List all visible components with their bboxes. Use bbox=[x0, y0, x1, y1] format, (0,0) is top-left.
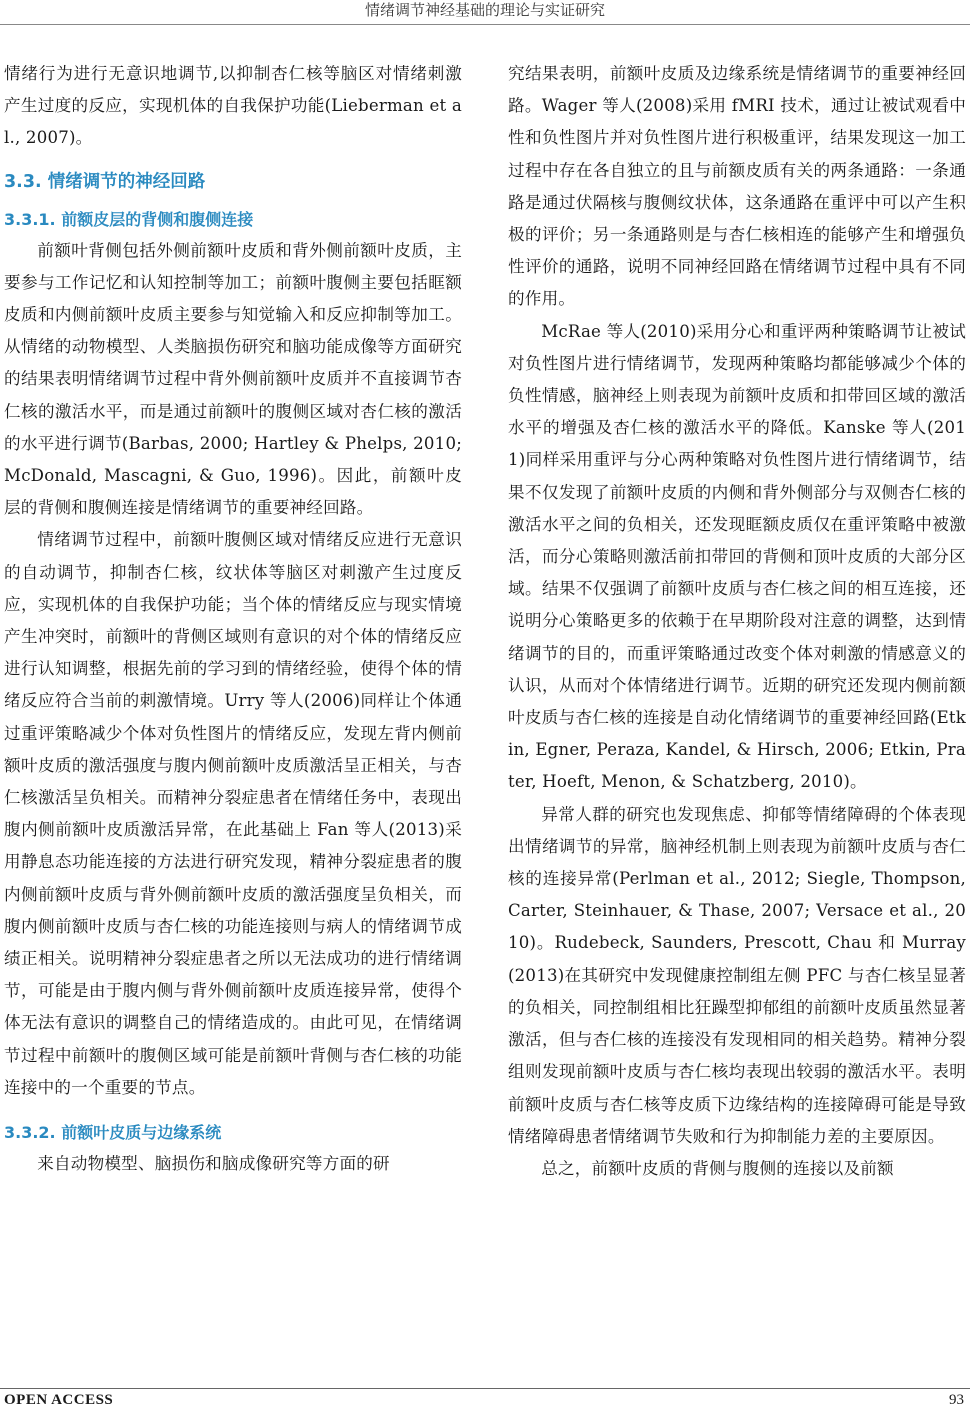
section-heading-3-3-1: 3.3.1. 前额皮层的背侧和腹侧连接 bbox=[4, 209, 254, 229]
paragraph-2: 情绪调节过程中，前额叶腹侧区域对情绪反应进行无意识的自动调节，抑制杏仁核，纹状体等脑区对刺激产生过度反应，实现机体的自我保护功能；当个体的情绪反应与现实情境产生冲突时，前额叶的背侧区域则有意识的对个体的情绪反应进行认知调整，根据先前的学习到的情绪经验，使得个体的情绪反应符合当前的刺激情境。Urry 等人(2006)同样让个体通过重评策略减少个体对负性图片的情绪反应，发现左背内侧前额叶皮质的激活强度与腹内侧前额叶皮质激活呈正相关，与杏仁核激活呈负相关。而精神分裂症患者在情绪任务中，表现出腹内侧前额叶皮质激活异常，在此基础上 Fan 等人(2013)采用静息态功能连接的方法进行研究发现，精神分裂症患者的腹内侧前额叶皮质与背外侧前额叶皮质的激活强度呈负相关，而腹内侧前额叶皮质与杏仁核的功能连接则与病人的情绪调节成绩正相关。说明精神分裂症患者之所以无法成功的进行情绪调节，可能是由于腹内侧与背外侧前额叶皮质连接异常，使得个体无法有意识的调整自己的情绪造成的。由此可见，在情绪调节过程中前额叶的腹侧区域可能是前额叶背侧与杏仁核的功能连接中的一个重要的节点。 bbox=[4, 530, 462, 1097]
footer-divider bbox=[0, 1388, 970, 1389]
paragraph-6: 异常人群的研究也发现焦虑、抑郁等情绪障碍的个体表现出情绪调节的异常，脑神经机制上则表现为前额叶皮质与杏仁核的连接异常(Perlman et al., 2012; Siegle, Thompson, Carter, Steinhauer, & Thase, 2007; Versace et al., 2010)。Rudebeck, Saunders, Prescott, Chau 和 Murray (2013)在其研究中发现健康控制组左侧 PFC 与杏仁核呈显著的负相关，同控制组相比狂躁型抑郁组的前额叶皮质虽然显著激活，但与杏仁核的连接没有发现相同的相关趋势。精神分裂组则发现前额叶皮质与杏仁核均表现出较弱的激活水平。表明前额叶皮质与杏仁核等皮质下边缘结构的连接障碍可能是导致情绪障碍患者情绪调节失败和行为抑制能力差的主要原因。 bbox=[508, 804, 966, 1146]
section-heading-3-3-2: 3.3.2. 前额叶皮质与边缘系统 bbox=[4, 1123, 222, 1143]
running-title: 情绪调节神经基础的理论与实证研究 bbox=[364, 1, 605, 19]
right-column bbox=[508, 58, 966, 1185]
paragraph-intro: 情绪行为进行无意识地调节,以抑制杏仁核等脑区对情绪刺激产生过度的反应，实现机体的自我保护功能(Lieberman et al., 2007)。 bbox=[4, 64, 462, 148]
section-heading-3-3: 3.3. 情绪调节的神经回路 bbox=[4, 171, 206, 192]
paragraph-3: 来自动物模型、脑损伤和脑成像研究等方面的研 bbox=[37, 1154, 390, 1174]
left-column bbox=[4, 58, 462, 1180]
paragraph-5: McRae 等人(2010)采用分心和重评两种策略调节让被试对负性图片进行情绪调节，发现两种策略均都能够减少个体的负性情感，脑神经上则表现为前额叶皮质和扣带回区域的激活水平的增强及杏仁核的激活水平的降低。Kanske 等人(2011)同样采用重评与分心两种策略对负性图片进行情绪调节，结果不仅发现了前额叶皮质的内侧和背外侧部分与双侧杏仁核的激活水平之间的负相关，还发现眶额皮质仅在重评策略中被激活，而分心策略则激活前扣带回的背侧和顶叶皮质的大部分区域。结果不仅强调了前额叶皮质与杏仁核之间的相互连接，还说明分心策略更多的依赖于在早期阶段对注意的调整，达到情绪调节的目的，而重评策略通过改变个体对刺激的情感意义的认识，从而对个体情绪进行调节。近期的研究还发现内侧前额叶皮质与杏仁核的连接是自动化情绪调节的重要神经回路(Etkin, Egner, Peraza, Kandel, & Hirsch, 2006; Etkin, Prater, Hoeft, Menon, & Schatzberg, 2010)。 bbox=[508, 321, 966, 792]
header-divider bbox=[0, 24, 970, 25]
page-number: 93 bbox=[949, 1392, 964, 1408]
open-access-label: OPEN ACCESS bbox=[4, 1392, 114, 1408]
paragraph-4: 究结果表明，前额叶皮质及边缘系统是情绪调节的重要神经回路。Wager 等人(2008)采用 fMRI 技术，通过让被试观看中性和负性图片并对负性图片进行积极重评，结果发现这一加工过程中存在各自独立的且与前额皮质有关的两条通路：一条通路是通过伏隔核与腹侧纹状体，这条通路在重评中可以产生积极的评价；另一条通路则是与杏仁核相连的能够产生和增强负性评价的通路，说明不同神经回路在情绪调节过程中具有不同的作用。 bbox=[508, 64, 966, 309]
paragraph-1: 前额叶背侧包括外侧前额叶皮质和背外侧前额叶皮质，主要参与工作记忆和认知控制等加工；前额叶腹侧主要包括眶额皮质和内侧前额叶皮质主要参与知觉输入和反应抑制等加工。从情绪的动物模型、人类脑损伤研究和脑功能成像等方面研究的结果表明情绪调节过程中背外侧前额叶皮质并不直接调节杏仁核的激活水平，而是通过前额叶的腹侧区域对杏仁核的激活的水平进行调节(Barbas, 2000; Hartley & Phelps, 2010; McDonald, Mascagni, & Guo, 1996)。因此，前额叶皮层的背侧和腹侧连接是情绪调节的重要神经回路。 bbox=[4, 240, 462, 518]
paragraph-7: 总之，前额叶皮质的背侧与腹侧的连接以及前额 bbox=[541, 1158, 894, 1178]
